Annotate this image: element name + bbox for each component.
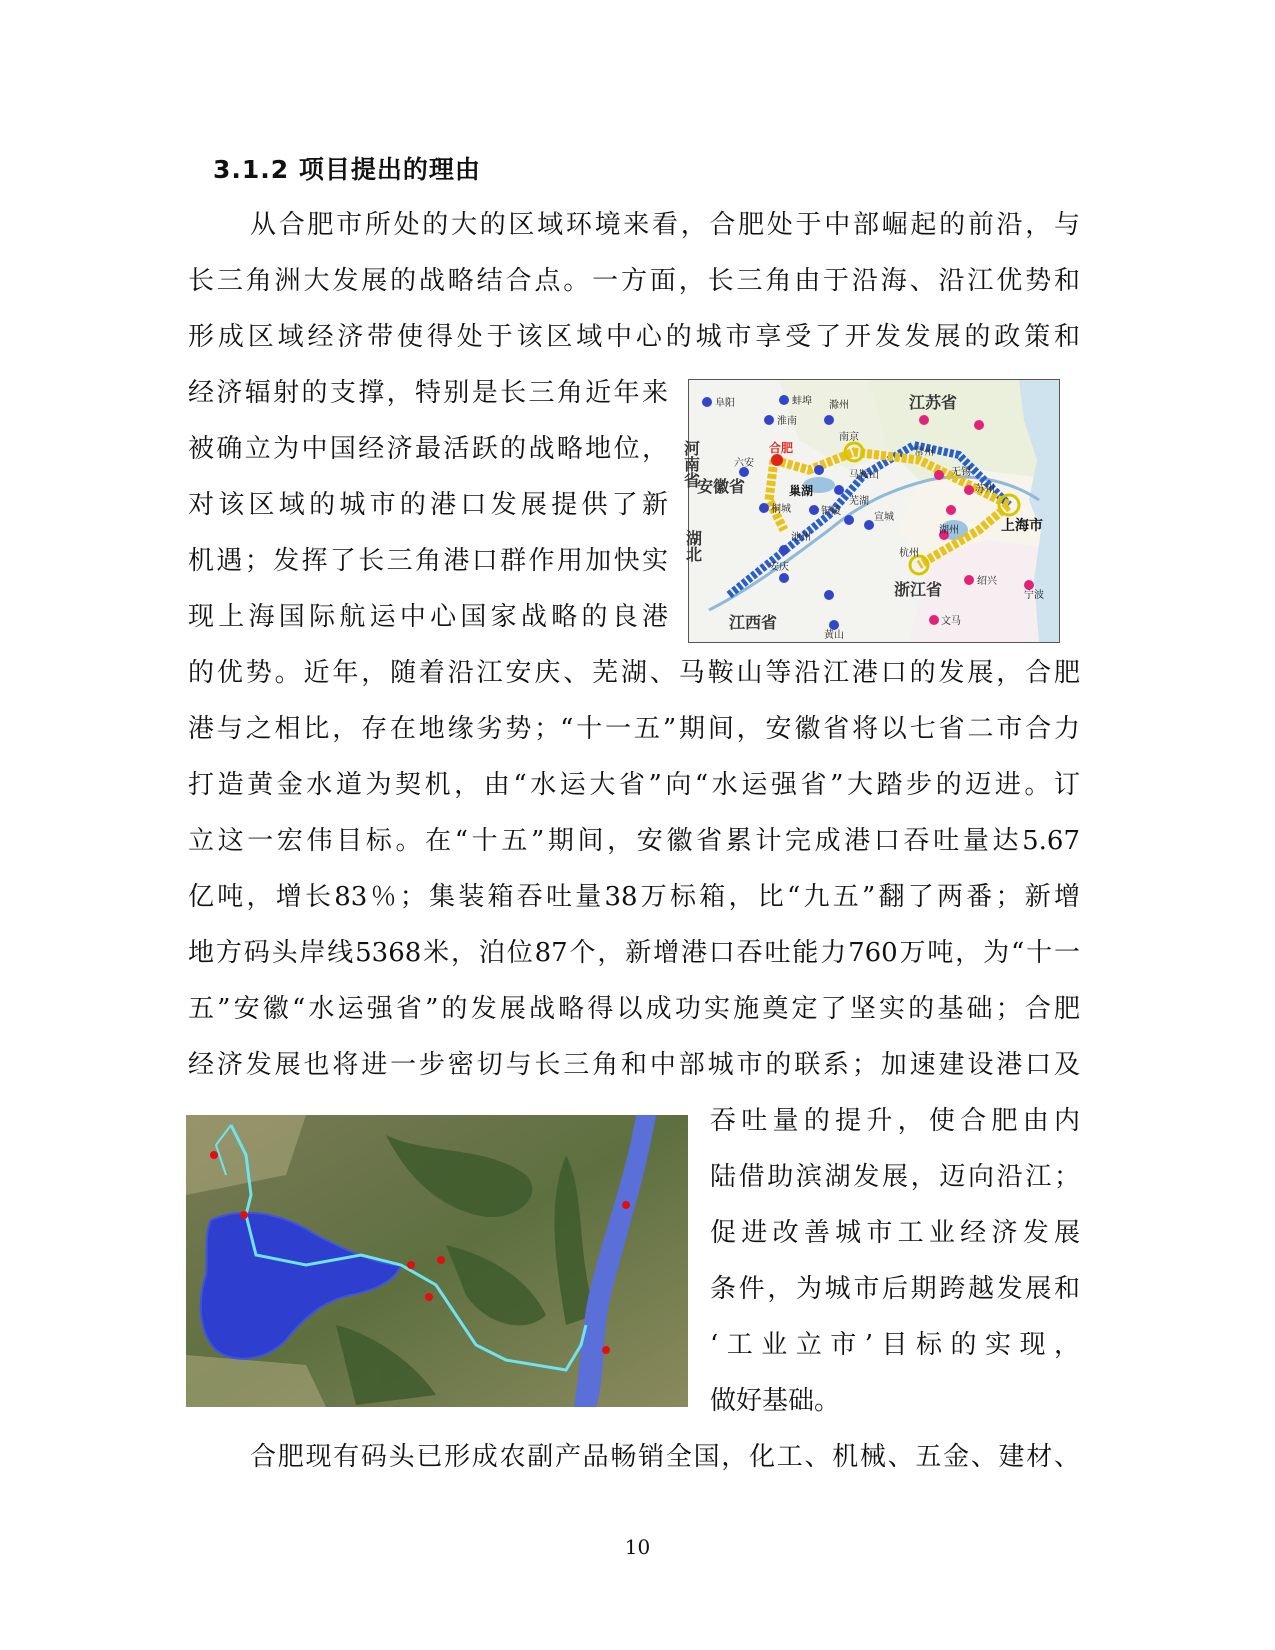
map-province-label: 江苏省	[909, 393, 958, 412]
paragraph-line: 促进改善城市工业经济发展	[710, 1218, 1080, 1248]
map-label: 桐城	[771, 504, 791, 515]
paragraph-line: 打造黄金水道为契机，由“水运大省”向“水运强省”大踏步的迈进。订	[188, 770, 1080, 800]
paragraph-line: 港与之相比，存在地缘劣势；“十一五”期间，安徽省将以七省二市合力	[188, 714, 1080, 744]
map-label-hefei: 合肥	[769, 441, 794, 455]
paragraph-line: 地方码头岸线5368米，泊位87个，新增港口吞吐能力760万吨，为“十一	[188, 938, 1080, 968]
paragraph-line: 被确立为中国经济最活跃的战略地位，	[188, 434, 668, 464]
paragraph-line: 形成区域经济带使得处于该区域中心的城市享受了开发发展的政策和	[188, 322, 1080, 352]
map-label: 铜陵	[821, 506, 841, 517]
paragraph-line: 吞吐量的提升，使合肥由内	[710, 1106, 1080, 1136]
page-number: 10	[624, 1535, 651, 1559]
paragraph-line: 长三角洲大发展的战略结合点。一方面，长三角由于沿海、沿江优势和	[188, 266, 1080, 296]
paragraph-line: 亿吨，增长83％；集装箱吞吐量38万标箱，比“九五”翻了两番；新增	[188, 882, 1080, 912]
satellite-map-figure	[186, 1115, 688, 1407]
map-label: 杭州	[899, 548, 919, 559]
map-label: 安庆	[769, 562, 789, 573]
paragraph-line: 条件，为城市后期跨越发展和	[710, 1274, 1080, 1304]
map-label: 阜阳	[715, 398, 735, 409]
map-label: 苏州	[975, 484, 995, 495]
paragraph-line: 从合肥市所处的大的区域环境来看，合肥处于中部崛起的前沿，与	[250, 210, 1080, 240]
map-province-label: 河南省	[681, 440, 701, 488]
paragraph-line: 做好基础。	[710, 1386, 841, 1416]
section-heading: 3.1.2 项目提出的理由	[213, 155, 481, 184]
map-label: 蚌埠	[792, 396, 812, 407]
paragraph-line: 立这一宏伟目标。在“十五”期间，安徽省累计完成港口吞吐量达5.67	[188, 826, 1080, 856]
paragraph-line: 的优势。近年，随着沿江安庆、芜湖、马鞍山等沿江港口的发展，合肥	[188, 658, 1080, 688]
paragraph-line: 现上海国际航运中心国家战略的良港	[188, 602, 668, 632]
map-label: 绍兴	[977, 576, 997, 587]
paragraph-line: 合肥现有码头已形成农副产品畅销全国，化工、机械、五金、建材、	[250, 1442, 1080, 1472]
map-label: 黄山	[824, 630, 844, 641]
paragraph-line: 经济发展也将进一步密切与长三角和中部城市的联系；加速建设港口及	[188, 1050, 1080, 1080]
paragraph-line: 陆借助滨湖发展，迈向沿江；	[710, 1162, 1080, 1192]
regional-map-figure	[681, 379, 1060, 643]
paragraph-line: 机遇；发挥了长三角港口群作用加快实	[188, 546, 668, 576]
map-label: 六安	[734, 458, 754, 469]
map-label: 无锡	[951, 467, 971, 478]
map-label: 常州	[914, 447, 934, 458]
map-province-label: 浙江省	[894, 580, 943, 599]
map-label: 芜湖	[849, 496, 869, 507]
paragraph-line: ‘工业立市’目标的实现，	[710, 1330, 1080, 1360]
paragraph-line: 对该区域的城市的港口发展提供了新	[188, 490, 668, 520]
map-province-label: 江西省	[729, 613, 778, 632]
map-label: 滁州	[829, 400, 849, 411]
map-label: 南京	[839, 432, 859, 443]
paragraph-line: 五”安徽“水运强省”的发展战略得以成功实施奠定了坚实的基础；合肥	[188, 994, 1080, 1024]
map-label: 马鞍山	[849, 470, 879, 481]
map-label: 湖州	[939, 525, 959, 536]
map-label: 池州	[791, 532, 811, 543]
map-province-label: 湖北	[683, 530, 703, 562]
map-label: 宁波	[1024, 590, 1044, 601]
paragraph-line: 经济辐射的支撑，特别是长三角近年来	[188, 378, 668, 408]
map-province-label: 安徽省	[697, 477, 746, 496]
map-label: 文马	[941, 616, 961, 627]
map-label-chaohu: 巢湖	[789, 484, 814, 498]
map-label: 淮南	[777, 416, 797, 427]
map-label-shanghai: 上海市	[1001, 518, 1043, 534]
map-label: 宣城	[874, 512, 894, 523]
